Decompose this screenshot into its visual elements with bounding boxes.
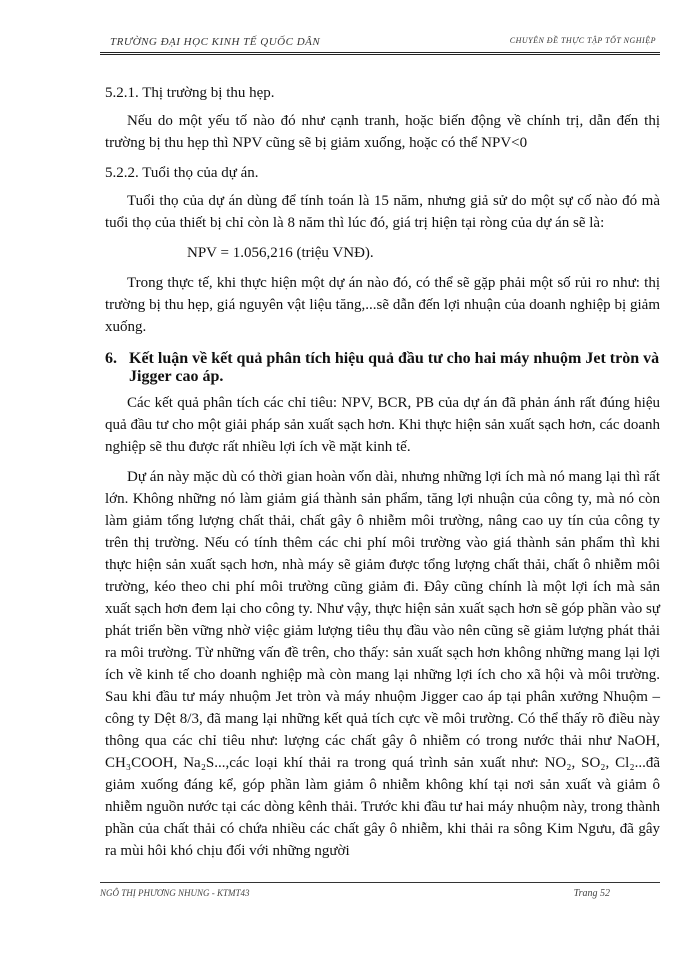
section-6-title: Kết luận về kết quả phân tích hiệu quả đầu tư cho hai máy nhuộm Jet tròn và Jigger cao áp. <box>129 350 660 385</box>
footer-rule <box>100 882 660 883</box>
section-5-2-2-body: Tuổi thọ của dự án dùng để tính toán là 15 năm, nhưng giả sử do một sự cố nào đó mà tuổi thọ của thiết bị chỉ còn là 8 năm thì lúc đó, giá trị hiện tại ròng của dự án sẽ là: <box>105 193 660 231</box>
section-5-2-1-title: 5.2.1. Thị trường bị thu hẹp. <box>105 85 275 101</box>
page-number: Trang 52 <box>573 888 610 899</box>
section-6-para-1: Các kết quả phân tích các chỉ tiêu: NPV, BCR, PB của dự án đã phản ánh rất đúng hiệu quả đầu tư cho một giải pháp sản xuất sạch hơn. Khi thực hiện sản xuất sạch hơn, các doanh nghiệp sẽ thu được rất nhiều lợi ích về mặt kinh tế. <box>105 395 660 455</box>
section-5-2-2-title: 5.2.2. Tuổi thọ của dự án. <box>105 165 259 181</box>
section-6-number: 6. <box>105 350 117 367</box>
section-5-2-1-body: Nếu do một yếu tố nào đó như cạnh tranh, hoặc biến động về chính trị, dẫn đến thị trường bị thu hẹp thì NPV cũng sẽ bị giảm xuống, hoặc có thể NPV<0 <box>105 113 660 151</box>
section-6-heading <box>105 350 660 386</box>
running-footer-author: NGÔ THỊ PHƯƠNG NHUNG - KTMT43 <box>100 888 250 898</box>
running-header-right: CHUYÊN ĐỀ THỰC TẬP TỐT NGHIỆP <box>509 36 656 45</box>
running-header-left: TRƯỜNG ĐẠI HỌC KINH TẾ QUỐC DÂN <box>110 36 321 48</box>
section-5-2-2-closing: Trong thực tế, khi thực hiện một dự án nào đó, có thể sẽ gặp phải một số rủi ro như: thị trường bị thu hẹp, giá nguyên vật liệu tăng,...sẽ dẫn đến lợi nhuận của doanh nghiệp bị giảm xuống. <box>105 275 660 335</box>
header-rule <box>100 52 660 55</box>
page-body <box>105 78 660 862</box>
section-6-para-2: Dự án này mặc dù có thời gian hoàn vốn dài, nhưng những lợi ích mà nó mang lại thì rất lớn. Không những nó làm giảm giá thành sản phẩm, tăng lợi nhuận của công ty, mà nó còn làm giảm tổng lượng chất thải, chất gây ô nhiễm môi trường, nâng cao uy tín của công ty trên thị trường. Nếu có tính thêm các chi phí môi trường vào giá thành sản phẩm thì khi thực hiện sản xuất sạch hơn, nhà máy sẽ giảm được tổng lượng chất thải, chất ô nhiễm môi trường, kéo theo chi phí môi trường cũng giảm đi. Đây cũng chính là một lợi ích mà sản xuất sạch hơn đem lại cho công ty. Như vậy, thực hiện sản xuất sạch hơn sẽ góp phần vào sự phát triển bền vững nhờ việc giảm lượng tiêu thụ đầu vào nên cũng sẽ giảm lượng phát thải ra môi trường. Từ những vấn đề trên, cho thấy: sản xuất sạch hơn không những mang lại lợi ích về kinh tế cho doanh nghiệp mà còn mang lại những lợi ích cho xã hội và môi trường. Sau khi đầu tư máy nhuộm Jet tròn và máy nhuộm Jigger cao áp tại phân xưởng Nhuộm – công ty Dệt 8/3, đã mang lại những kết quả tích cực về môi trường. Có thể thấy rõ điều này thông qua các chỉ tiêu như: lượng các chất gây ô nhiễm có trong nước thải như NaOH, CH₃COOH, Na₂S...,các loại khí thải ra trong quá trình sản xuất như: NO₂, SO₂, Cl₂...đã giảm xuống đáng kể, góp phần làm giảm ô nhiễm không khí tại nơi sản xuất và giảm ô nhiễm nguồn nước tại các dòng kênh thải. Trước khi đầu tư hai máy nhuộm này, trong thành phần của chất thải có chứa nhiều các chất gây ô nhiễm, khi thải ra sông Kim Ngưu, đã gây ra mùi hôi khó chịu đối với những người <box>105 469 660 859</box>
npv-equation: NPV = 1.056,216 (triệu VNĐ). <box>187 245 374 261</box>
